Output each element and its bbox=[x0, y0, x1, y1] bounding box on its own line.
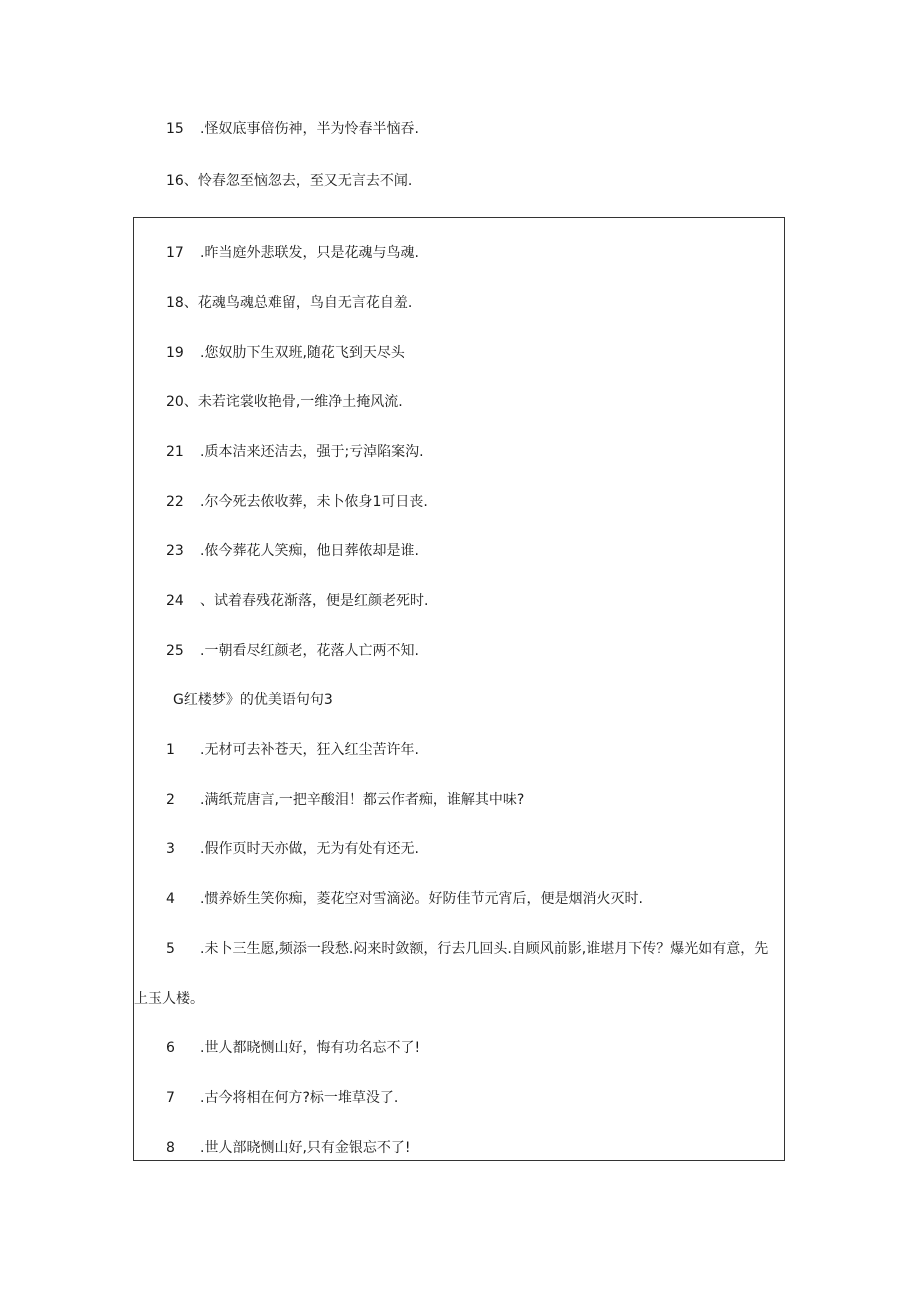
item-text: 18、花魂鸟魂总难留，鸟自无言花自羞. bbox=[166, 295, 413, 311]
list-item bbox=[166, 442, 424, 462]
item-text: .怪奴底事倍伤神，半为怜春半恼吞. bbox=[200, 121, 419, 137]
list-item bbox=[166, 171, 412, 191]
section-heading: G红楼梦》的优美语句句3 bbox=[173, 692, 333, 708]
list-item bbox=[166, 343, 405, 363]
item-number: 1 bbox=[166, 742, 175, 758]
item-text: .尔今死去侬收葬，未卜侬身1可日丧. bbox=[200, 494, 428, 510]
item-text: .未卜三生愿,频添一段愁.闷来时敛额，行去几回头.自顾风前影,谁堪月下传？爆光如有意，先 bbox=[200, 941, 769, 957]
item-number: 6 bbox=[166, 1040, 175, 1056]
list-item bbox=[166, 790, 524, 810]
item-number: 21 bbox=[166, 444, 184, 460]
item-number: 4 bbox=[166, 891, 175, 907]
item-number: 5 bbox=[166, 941, 175, 957]
item-number: 8 bbox=[166, 1140, 175, 1156]
item-continuation: 上玉人楼。 bbox=[134, 991, 204, 1007]
item-number: 3 bbox=[166, 841, 175, 857]
item-number: 24 bbox=[166, 593, 184, 609]
list-item bbox=[166, 492, 428, 512]
list-item bbox=[166, 1088, 398, 1108]
item-number: 25 bbox=[166, 643, 184, 659]
item-number: 23 bbox=[166, 543, 184, 559]
list-item bbox=[166, 839, 419, 859]
list-item bbox=[166, 1038, 420, 1058]
list-item bbox=[166, 541, 419, 561]
item-text: .一朝看尽红颜老，花落人亡两不知. bbox=[200, 643, 419, 659]
item-number: 15 bbox=[166, 121, 184, 137]
item-text: 、试着春残花渐落，便是红颜老死时. bbox=[200, 593, 429, 609]
list-item bbox=[166, 119, 419, 139]
item-text: .古今将相在何方?标一堆草没了. bbox=[200, 1090, 399, 1106]
item-text: .惯养娇生笑你痴，菱花空对雪滴泌。好防佳节元宵后，便是烟消火灭时. bbox=[200, 891, 643, 907]
item-text: .无材可去补苍天，狂入红尘苦许年. bbox=[200, 742, 419, 758]
item-text: .世人都晓恻山好，悔有功名忘不了! bbox=[200, 1040, 421, 1056]
item-text: .假作页时天亦做，无为有处有还无. bbox=[200, 841, 419, 857]
item-number: 22 bbox=[166, 494, 184, 510]
item-text: .满纸荒唐言,一把辛酸泪！都云作者痴，谁解其中味? bbox=[200, 792, 525, 808]
item-text: .质本洁来还洁去，强于;亏淖陷案沟. bbox=[200, 444, 424, 460]
item-number: 2 bbox=[166, 792, 175, 808]
list-item bbox=[166, 939, 768, 959]
item-text: 16、怜春忽至恼忽去，至又无言去不闻. bbox=[166, 173, 413, 189]
list-item bbox=[166, 243, 419, 263]
item-number: 19 bbox=[166, 345, 184, 361]
list-item bbox=[166, 740, 419, 760]
list-item bbox=[166, 1138, 411, 1158]
item-text: .昨当庭外悲联发，只是花魂与鸟魂. bbox=[200, 245, 419, 261]
list-item bbox=[166, 641, 419, 661]
item-number: 17 bbox=[166, 245, 184, 261]
item-text: .侬今葬花人笑痴，他日葬侬却是谁. bbox=[200, 543, 419, 559]
item-text: .您奴肋下生双班,随花飞到天尽头 bbox=[200, 345, 405, 361]
list-item bbox=[166, 591, 428, 611]
list-item bbox=[166, 889, 643, 909]
list-item bbox=[166, 293, 412, 313]
item-text: 20、未若诧裳收艳骨,一维净土掩风流. bbox=[166, 394, 403, 410]
list-item bbox=[166, 392, 403, 412]
item-number: 7 bbox=[166, 1090, 175, 1106]
item-text: .世人部晓恻山好,只有金银忘不了! bbox=[200, 1140, 411, 1156]
